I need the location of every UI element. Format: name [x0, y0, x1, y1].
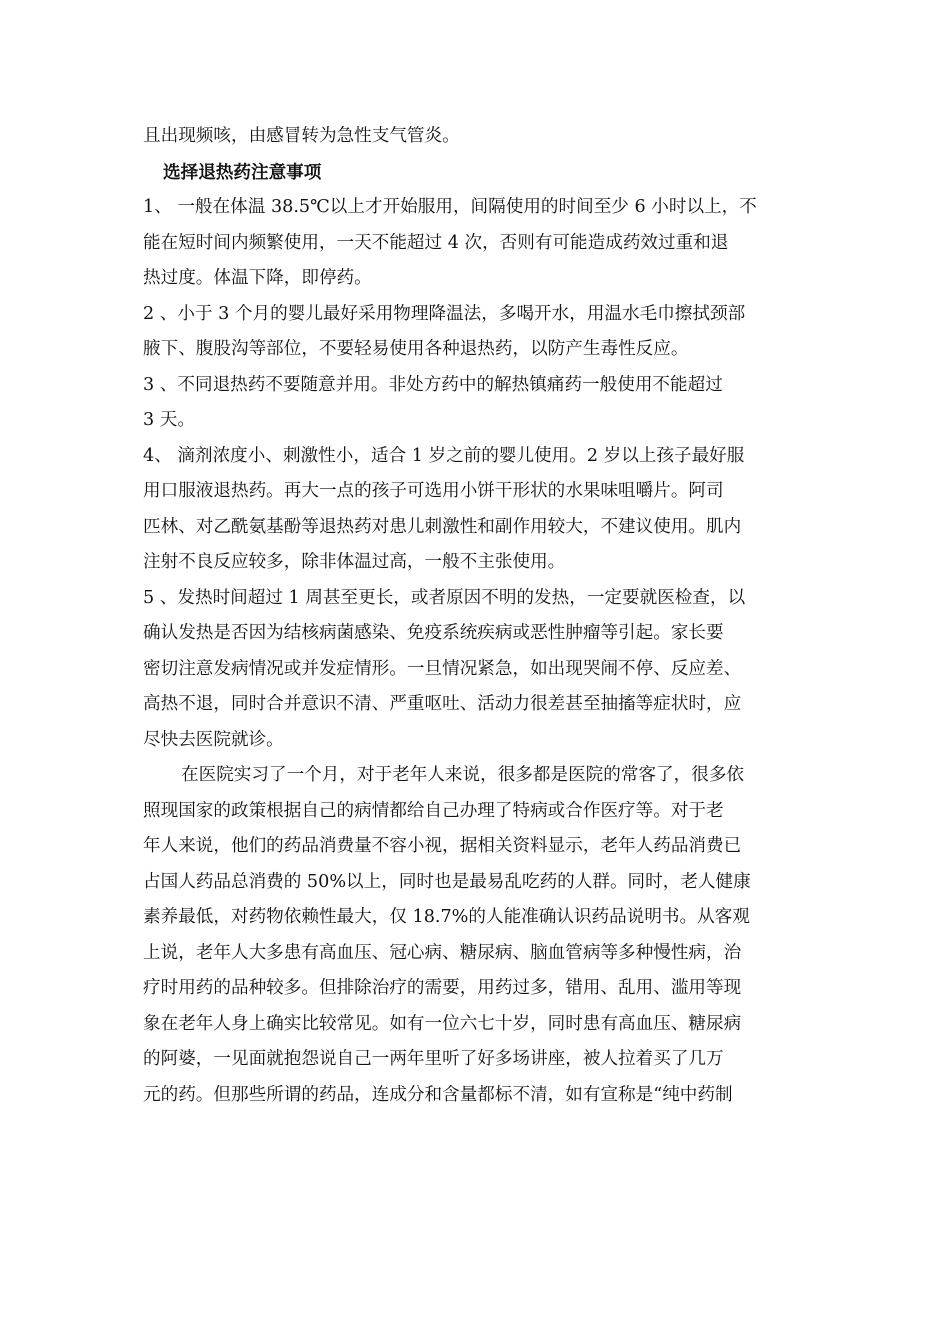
- list-item-1: 1、 一般在体温 38.5℃以上才开始服用，间隔使用的时间至少 6 小时以上，不: [143, 197, 757, 217]
- text-line: 3 天。: [143, 410, 195, 430]
- list-item-3: 3 、不同退热药不要随意并用。非处方药中的解热镇痛药一般使用不能超过: [143, 374, 723, 395]
- text-line: 尽快去医院就诊。: [143, 729, 284, 750]
- list-item-2: 2 、小于 3 个月的婴儿最好采用物理降温法，多喝开水，用温水毛巾擦拭颈部: [143, 303, 746, 324]
- list-item-5: 5 、发热时间超过 1 周甚至更长，或者原因不明的发热，一定要就医检查，以: [143, 587, 746, 608]
- text-line: 照现国家的政策根据自己的病情都给自己办理了特病或合作医疗等。对于老: [143, 800, 724, 821]
- text-line: 用口服液退热药。再大一点的孩子可选用小饼干形状的水果味咀嚼片。阿司: [143, 481, 724, 501]
- text-line: 确认发热是否因为结核病菌感染、免疫系统疾病或恶性肿瘤等引起。家长要: [143, 623, 724, 643]
- text-line: 占国人药品总消费的 50%以上，同时也是最易乱吃药的人群。同时，老人健康: [143, 871, 751, 892]
- text-line: 疗时用药的品种较多。但排除治疗的需要，用药过多，错用、乱用、滥用等现: [143, 978, 742, 998]
- text-line: 象在老年人身上确实比较常见。如有一位六七十岁，同时患有高血压、糖尿病: [143, 1013, 742, 1034]
- paragraph-start: 在医院实习了一个月，对于老年人来说，很多都是医院的常客了，很多依: [181, 765, 745, 785]
- section-heading: 选择退热药注意事项: [163, 161, 322, 183]
- text-line: 上说，老年人大多患有高血压、冠心病、糖尿病、脑血管病等多种慢性病，治: [143, 942, 742, 963]
- text-line: 高热不退，同时合并意识不清、严重呕吐、活动力很差甚至抽搐等症状时，应: [143, 694, 742, 714]
- text-line: 能在短时间内频繁使用，一天不能超过 4 次，否则有可能造成药效过重和退: [143, 232, 729, 253]
- text-line: 匹林、对乙酰氨基酚等退热药对患儿刺激性和副作用较大，不建议使用。肌内: [143, 516, 742, 537]
- text-line: 的阿婆，一见面就抱怨说自己一两年里听了好多场讲座，被人拉着买了几万: [143, 1049, 724, 1069]
- text-line: 密切注意发病情况或并发症情形。一旦情况紧急，如出现哭闹不停、反应差、: [143, 658, 742, 679]
- text-line: 素养最低，对药物依赖性最大，仅 18.7%的人能准确认识药品说明书。从客观: [143, 907, 750, 927]
- text-line: 注射不良反应较多，除非体温过高，一般不主张使用。: [143, 552, 566, 572]
- text-line: 年人来说，他们的药品消费量不容小视，据相关资料显示，老年人药品消费已: [143, 836, 742, 856]
- text-line: 热过度。体温下降，即停药。: [143, 268, 372, 288]
- text-line: 腋下、腹股沟等部位，不要轻易使用各种退热药，以防产生毒性反应。: [143, 339, 689, 359]
- body-text: [143, 119, 783, 1113]
- list-item-4: 4、 滴剂浓度小、刺激性小，适合 1 岁之前的婴儿使用。2 岁以上孩子最好服: [143, 445, 745, 466]
- text-line: 且出现频咳，由感冒转为急性支气管炎。: [143, 126, 460, 146]
- text-line: 元的药。但那些所谓的药品，连成分和含量都标不清，如有宣称是“纯中药制: [143, 1084, 733, 1105]
